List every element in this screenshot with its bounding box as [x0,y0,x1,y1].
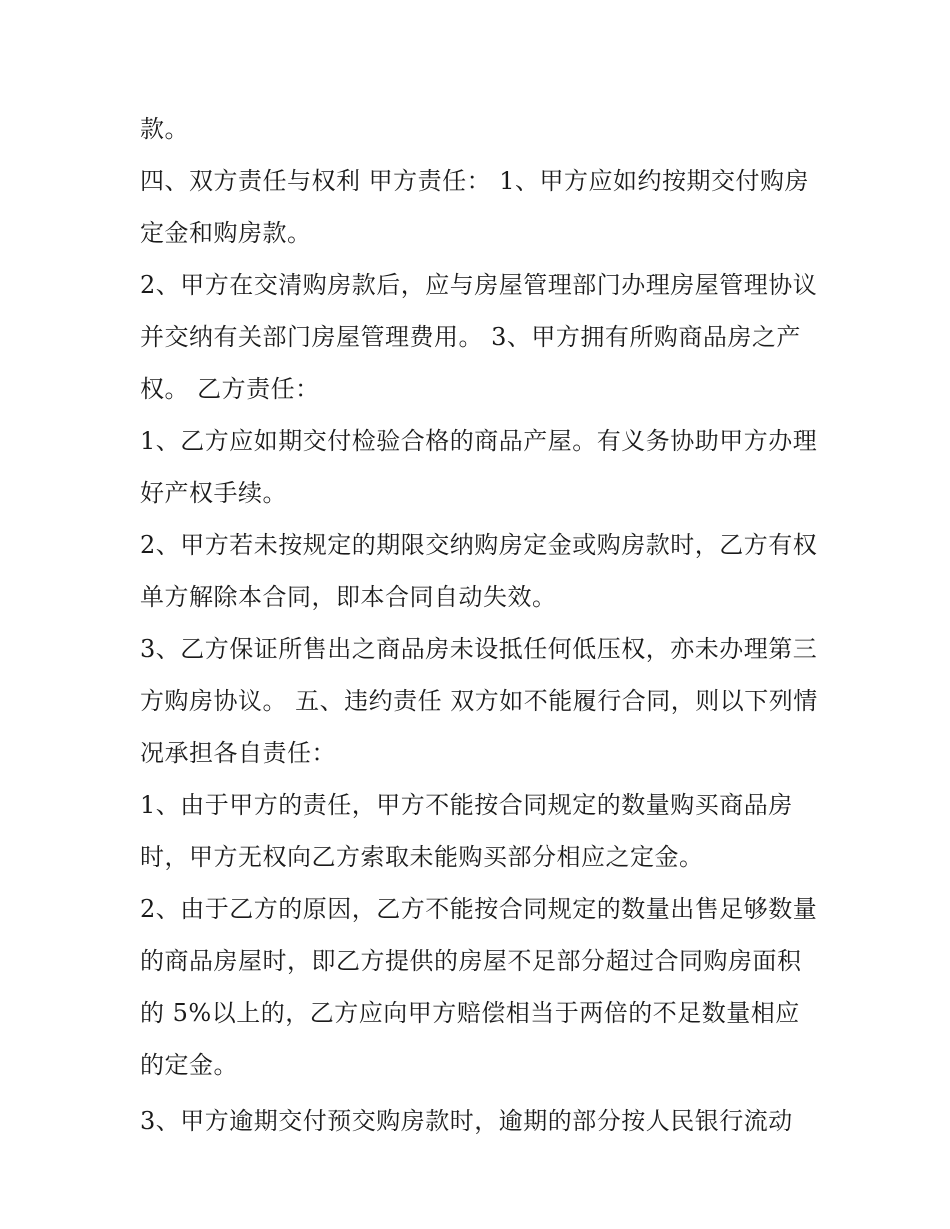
paragraph-6: 3、乙方保证所售出之商品房未设抵任何低压权，亦未办理第三方购房协议。 五、违约责任 双方如不能履行合同，则以下列情况承担各自责任： [140,635,818,767]
paragraph-3: 2、甲方在交清购房款后，应与房屋管理部门办理房屋管理协议并交纳有关部门房屋管理费用。 3、甲方拥有所购商品房之产权。 乙方责任： [140,271,818,403]
document-body [140,103,820,1147]
paragraph-9: 3、甲方逾期交付预交购房款时，逾期的部分按人民银行流动 [140,1107,793,1135]
paragraph-2: 四、双方责任与权利 甲方责任： 1、甲方应如约按期交付购房定金和购房款。 [140,167,810,247]
paragraph-4: 1、乙方应如期交付检验合格的商品产屋。有义务协助甲方办理好产权手续。 [140,427,818,507]
paragraph-1: 款。 [140,115,189,143]
paragraph-5: 2、甲方若未按规定的期限交纳购房定金或购房款时，乙方有权单方解除本合同，即本合同自动失效。 [140,531,818,611]
paragraph-8: 2、由于乙方的原因，乙方不能按合同规定的数量出售足够数量的商品房屋时，即乙方提供的房屋不足部分超过合同购房面积的 5%以上的，乙方应向甲方赔偿相当于两倍的不足数量相应的定金。 [140,895,818,1079]
paragraph-7: 1、由于甲方的责任，甲方不能按合同规定的数量购买商品房时，甲方无权向乙方索取未能购买部分相应之定金。 [140,791,793,871]
